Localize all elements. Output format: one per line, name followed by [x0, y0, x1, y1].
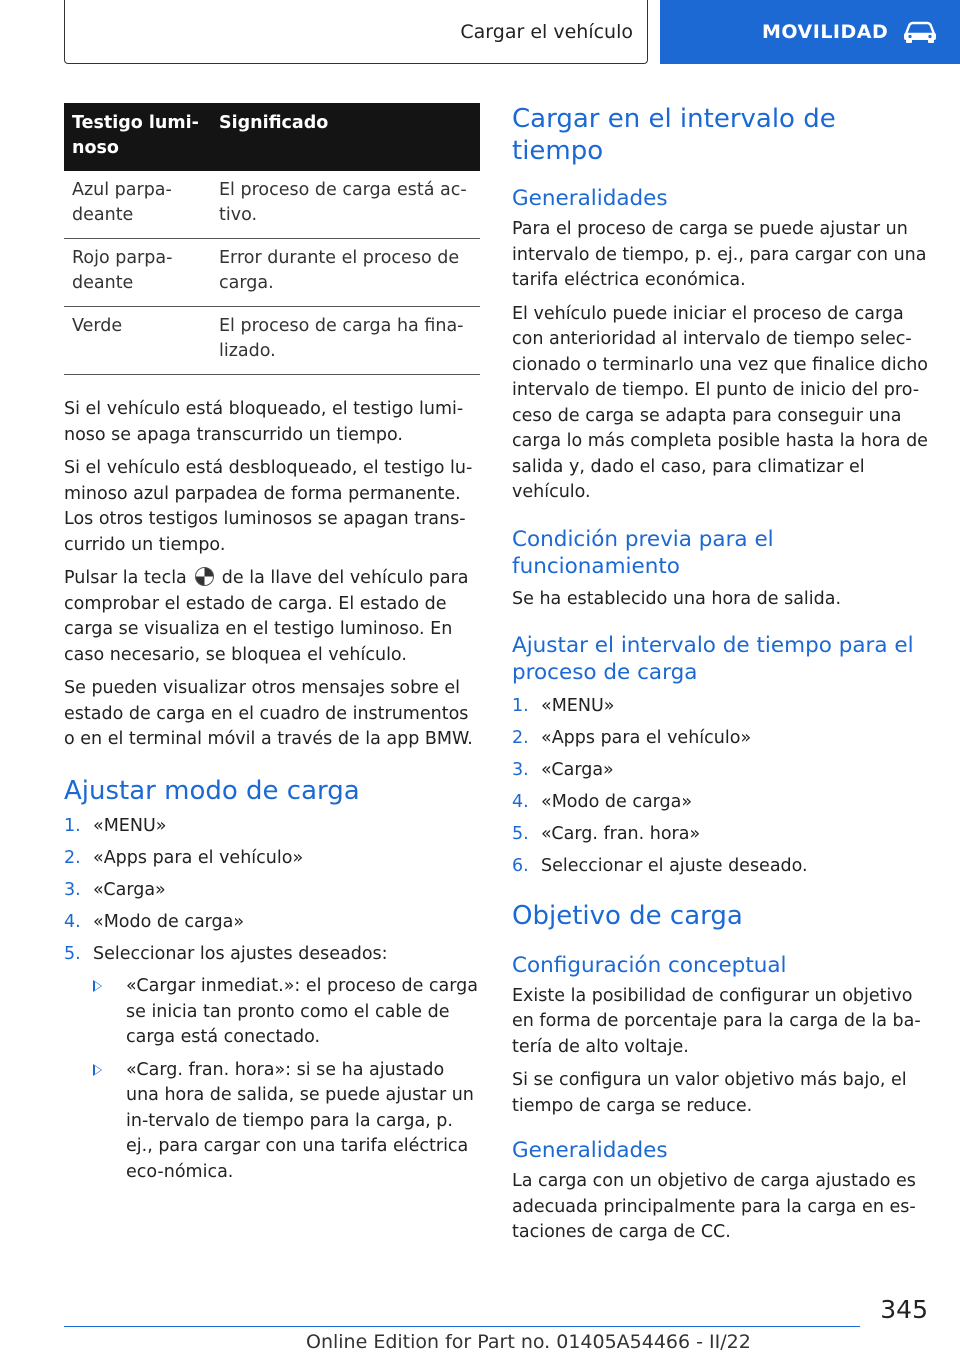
triangle-bullet-icon	[93, 1064, 102, 1076]
heading-generalidades: Generalidades	[512, 186, 668, 211]
list-item	[512, 822, 930, 848]
step-number: 1.	[512, 696, 529, 716]
step-number: 4.	[512, 792, 529, 812]
footer-divider	[64, 1326, 860, 1327]
list-item	[64, 846, 480, 872]
table-cell: Azul parpa-deante	[64, 171, 211, 239]
sub-list	[93, 974, 480, 1185]
steps-list	[64, 814, 480, 1186]
left-column	[64, 103, 480, 1192]
step-text: «Apps para el vehículo»	[93, 847, 304, 868]
step-number: 2.	[512, 728, 529, 748]
list-item	[64, 878, 480, 904]
heading-ajustar-modo: Ajustar modo de carga	[64, 775, 360, 806]
sub-item-text: «Cargar inmediat.»: el proceso de carga se inicia tan pronto como el cable de carga está conectado.	[126, 976, 478, 1047]
list-item	[512, 758, 930, 784]
steps-list	[512, 694, 930, 880]
table-cell: El proceso de carga ha fina-lizado.	[211, 307, 480, 375]
paragraph: Para el proceso de carga se puede ajustar un intervalo de tiempo, p. ej., para cargar con una tarifa eléctrica económica.	[512, 219, 927, 290]
page-number: 345	[880, 1295, 928, 1324]
paragraph-text: Pulsar la tecla	[64, 568, 187, 588]
list-item	[512, 726, 930, 752]
paragraph: La carga con un objetivo de carga ajustado es adecuada principalmente para la carga en es-taciones de carga de CC.	[512, 1171, 916, 1242]
table-row	[64, 171, 480, 239]
paragraph: Si el vehículo está bloqueado, el testigo lumi-noso se apaga transcurrido un tiempo.	[64, 399, 464, 445]
heading-configuracion: Configuración conceptual	[512, 952, 787, 978]
table-cell: Error durante el proceso de carga.	[211, 239, 480, 307]
paragraph	[64, 566, 480, 668]
section-title: Cargar el vehículo	[460, 20, 633, 43]
paragraph: Se pueden visualizar otros mensajes sobre el estado de carga en el cuadro de instrumentos o en el terminal móvil a través de la app BMW.	[64, 678, 473, 749]
list-item	[64, 814, 480, 840]
table-header-row	[64, 103, 480, 171]
paragraph: El vehículo puede iniciar el proceso de carga con anterioridad al intervalo de tiempo selec-cionado o terminarlo una vez que finalice dicho intervalo de tiempo. El punto de inicio del pro-ceso de carga se adapta para conseguir una carga lo más completa posible hasta la hora de salida y, dado el caso, para climatizar el vehículo.	[512, 303, 928, 502]
step-text: Seleccionar el ajuste deseado.	[541, 856, 808, 876]
step-text: «Modo de carga»	[93, 911, 245, 932]
step-text: «MENU»	[93, 815, 167, 836]
step-text: «MENU»	[541, 696, 615, 716]
header-section-tab	[64, 0, 648, 64]
step-text: «Modo de carga»	[541, 792, 693, 812]
table-row	[64, 239, 480, 307]
list-item	[512, 694, 930, 720]
table-cell: Rojo parpa-deante	[64, 239, 211, 307]
paragraph: Si el vehículo está desbloqueado, el testigo lu-minoso azul parpadea de forma permanente. Los otros testigos luminosos se apagan trans-currido un tiempo.	[64, 458, 473, 555]
step-number: 4.	[64, 911, 81, 932]
sub-list-item	[93, 1058, 480, 1186]
chapter-title: MOVILIDAD	[762, 21, 889, 43]
sub-item-text: «Carg. fran. hora»: si se ha ajustado una hora de salida, se puede ajustar un in-tervalo de tiempo para la carga, p. ej., para cargar con una tarifa eléctrica eco-nómica.	[126, 1059, 474, 1182]
step-text: «Carg. fran. hora»	[541, 824, 701, 844]
step-number: 5.	[512, 824, 529, 844]
list-item	[64, 910, 480, 936]
paragraph: Existe la posibilidad de configurar un objetivo en forma de porcentaje para la carga de la ba-tería de alto voltaje.	[512, 985, 921, 1057]
table-cell: Verde	[64, 307, 211, 375]
list-item	[64, 942, 480, 1186]
list-item	[512, 790, 930, 816]
indicator-table	[64, 103, 480, 375]
step-number: 3.	[512, 760, 529, 780]
step-number: 5.	[64, 943, 81, 964]
heading-ajustar-intervalo: Ajustar el intervalo de tiempo para el proceso de carga	[512, 633, 914, 685]
sub-list-item	[93, 974, 480, 1051]
step-text: «Carga»	[541, 760, 614, 780]
bmw-logo-icon	[195, 567, 214, 586]
table-cell: El proceso de carga está ac-tivo.	[211, 171, 480, 239]
heading-generalidades: Generalidades	[512, 1138, 668, 1163]
step-text: «Carga»	[93, 879, 166, 900]
triangle-bullet-icon	[93, 980, 102, 992]
step-number: 6.	[512, 856, 529, 876]
paragraph-text: de la llave del vehículo para comprobar el estado de carga. El estado de carga se visualiza en el testigo luminoso. En caso necesario, se bloquea el vehículo.	[64, 568, 469, 665]
header-chapter-tab	[660, 0, 960, 64]
car-icon	[902, 20, 938, 44]
footer-edition: Online Edition for Part no. 01405A54466 - II/22	[306, 1331, 751, 1353]
heading-objetivo-carga: Objetivo de carga	[512, 900, 743, 931]
step-number: 3.	[64, 879, 81, 900]
step-number: 2.	[64, 847, 81, 868]
step-text: «Apps para el vehículo»	[541, 728, 752, 748]
list-item	[512, 854, 930, 880]
table-row	[64, 307, 480, 375]
heading-condicion-previa: Condición previa para el funcionamiento	[512, 526, 774, 579]
table-header-indicator: Testigo lumi-noso	[64, 103, 211, 171]
paragraph: Si se configura un valor objetivo más bajo, el tiempo de carga se reduce.	[512, 1070, 907, 1116]
step-number: 1.	[64, 815, 81, 836]
step-text: Seleccionar los ajustes deseados:	[93, 943, 388, 964]
right-column	[512, 103, 930, 1254]
table-header-meaning: Significado	[211, 103, 480, 171]
heading-cargar-intervalo: Cargar en el intervalo de tiempo	[512, 104, 836, 166]
paragraph: Se ha establecido una hora de salida.	[512, 588, 842, 609]
